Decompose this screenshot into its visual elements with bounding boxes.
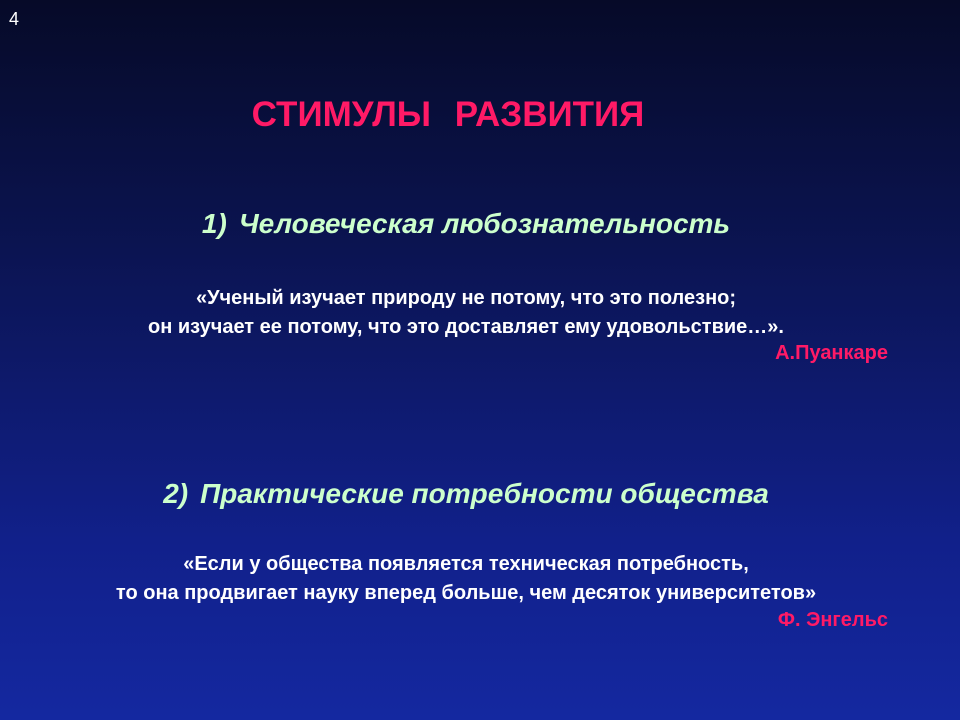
section-heading-1 [0, 208, 932, 240]
quote-2-line-1: «Если у общества появляется техническая потребность, [183, 553, 749, 575]
section-index-2: 2) [163, 478, 189, 509]
quote-2-author: Ф. Энгельс [777, 609, 888, 631]
quote-2-line-2: то она продвигает науку вперед больше, чем десяток университетов» [115, 582, 817, 604]
section-heading-2 [0, 478, 932, 510]
section-index-1: 1) [201, 208, 227, 239]
section-heading-text-2: Практические потребности общества [200, 478, 769, 509]
quote-1 [0, 284, 932, 342]
quote-2 [0, 550, 932, 608]
slide-number: 4 [9, 9, 20, 29]
slide-title: СТИМУЛЫ РАЗВИТИЯ [251, 95, 645, 134]
quote-1-line-2: он изучает ее потому, что это доставляет ему удовольствие…». [148, 316, 784, 338]
quote-1-line-1: «Ученый изучает природу не потому, что это полезно; [195, 287, 737, 309]
quote-1-author: А.Пуанкаре [775, 342, 888, 364]
section-heading-text-1: Человеческая любознательность [238, 208, 731, 239]
